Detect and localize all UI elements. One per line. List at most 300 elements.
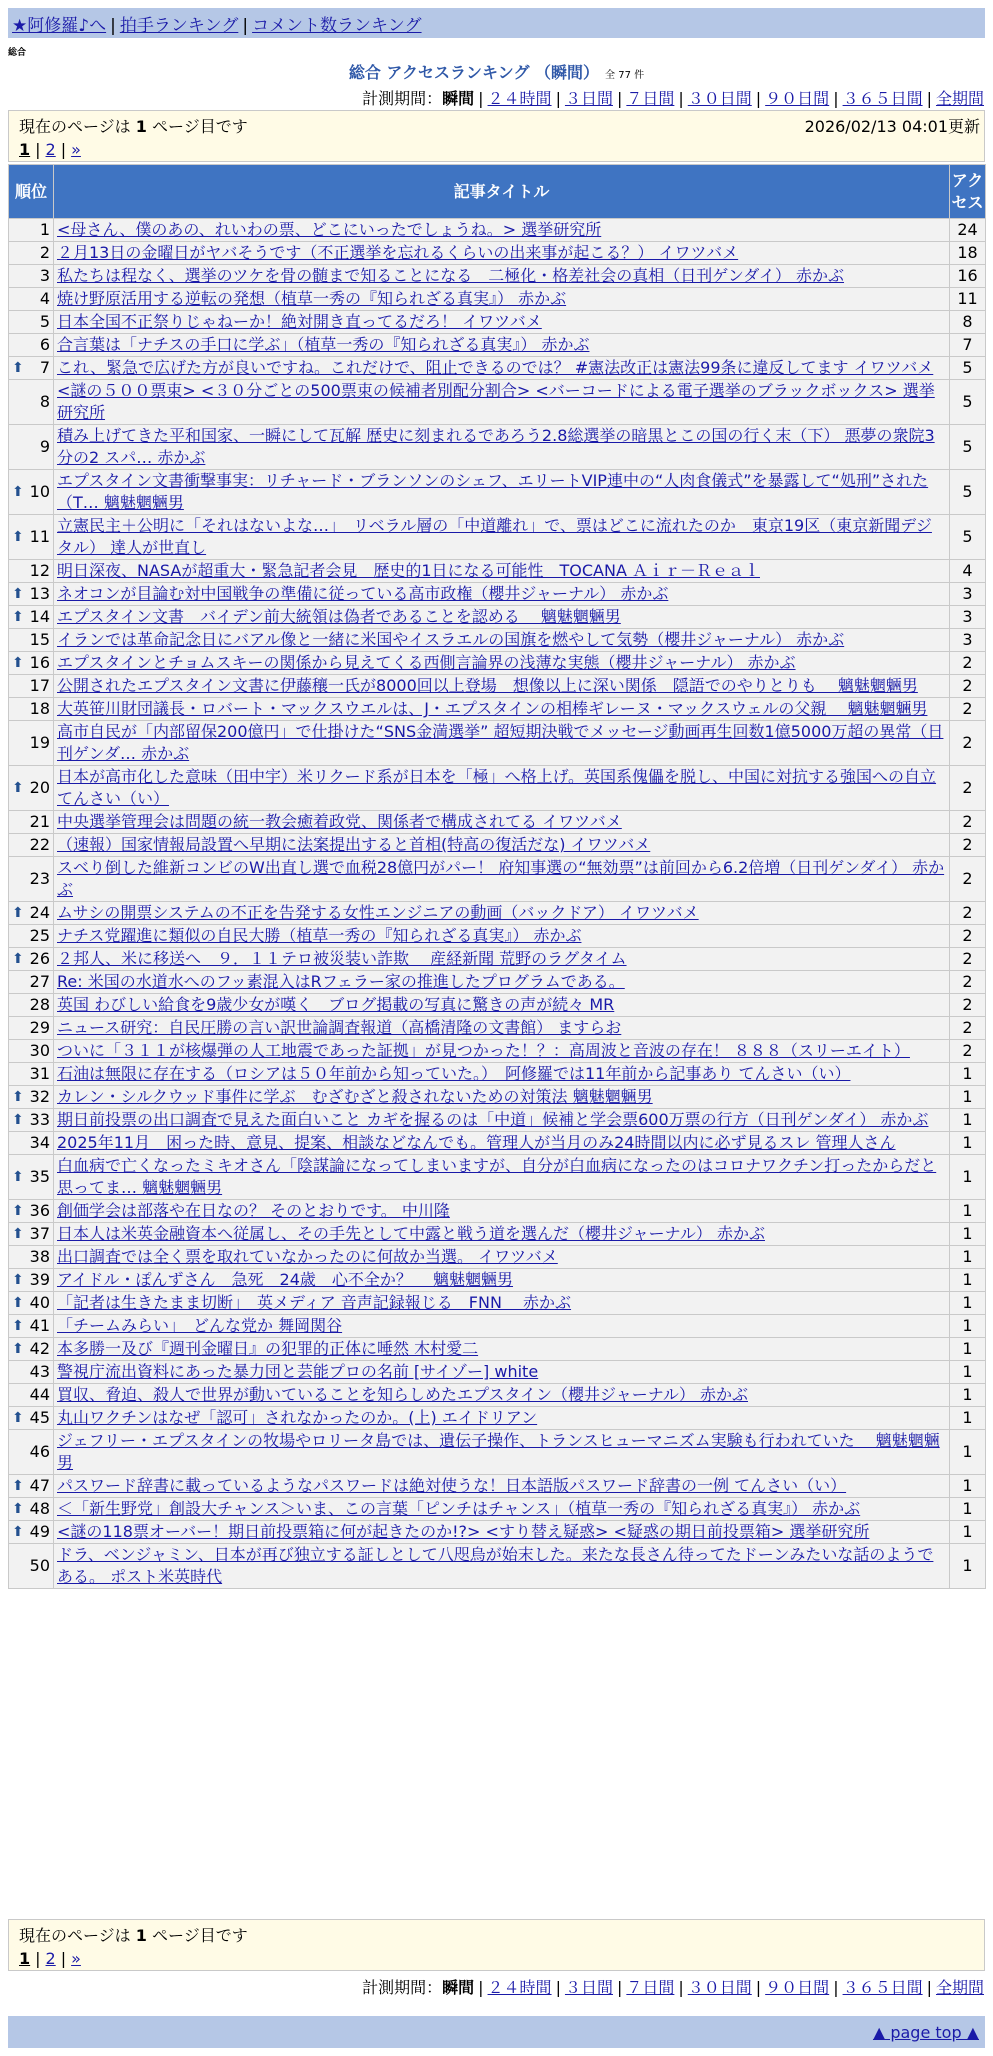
title-column-header: 記事タイトル (54, 165, 950, 219)
up-arrow-icon: ⬆ (12, 1203, 24, 1219)
rank-number: 26 (29, 949, 50, 968)
table-row (9, 515, 986, 560)
rank-cell (9, 1269, 54, 1292)
article-link[interactable]: ムサシの開票システムの不正を告発する女性エンジニアの動画（バックドア） イワツバメ (57, 903, 699, 922)
table-row (9, 1132, 986, 1155)
article-link[interactable]: 石油は無限に存在する（ロシアは５０年前から知っていた。） 阿修羅では11年前から記事あり てんさい（い） (57, 1064, 851, 1083)
total-count: 全 77 件 (605, 70, 645, 81)
access-count: 5 (950, 380, 986, 425)
access-count: 4 (950, 560, 986, 583)
table-row (9, 1063, 986, 1086)
access-count: 2 (950, 948, 986, 971)
access-count: 11 (950, 288, 986, 311)
title-cell (54, 948, 950, 971)
pager-link-2[interactable]: » (71, 140, 81, 159)
access-count: 2 (950, 902, 986, 925)
article-link[interactable]: 焼け野原活用する逆転の発想（植草一秀の『知られざる真実』） 赤かぶ (57, 289, 567, 308)
article-link[interactable]: 警視庁流出資料にあった暴力団と芸能プロの名前 [サイゾー] white (57, 1362, 539, 1381)
rank-cell (9, 1109, 54, 1132)
article-link[interactable]: 買収、脅迫、殺人で世界が動いていることを知らしめたエプスタイン（櫻井ジャーナル） 赤かぶ (57, 1385, 749, 1404)
access-count: 1 (950, 1109, 986, 1132)
period-link-6[interactable]: ３６５日間 (842, 89, 923, 108)
article-link[interactable]: イランでは革命記念日にバアル像と一緒に米国やイスラエルの国旗を燃やして気勢（櫻井ジャーナル） 赤かぶ (57, 630, 845, 649)
rank-number: 2 (39, 243, 50, 262)
table-row (9, 1246, 986, 1269)
rank-number: 21 (29, 812, 50, 831)
title-cell (54, 1200, 950, 1223)
article-link[interactable]: <謎の118票オーバー！期日前投票箱に何が起きたのか!?> <すり替え疑惑> <疑惑の期日前投票箱> 選挙研究所 (57, 1522, 870, 1541)
period-link-1[interactable]: ２４時間 (487, 1978, 552, 1997)
article-link[interactable]: 期日前投票の出口調査で見えた面白いこと カギを握るのは「中道」候補と学会票600万票の行方（日刊ゲンダイ） 赤かぶ (57, 1110, 929, 1129)
title-cell (54, 1246, 950, 1269)
rank-cell (9, 560, 54, 583)
up-arrow-icon: ⬆ (12, 529, 24, 545)
rank-cell (9, 357, 54, 380)
rank-number: 42 (29, 1339, 50, 1358)
page-info-text: 現在のページは 1 ページ目です (19, 1926, 248, 1945)
rank-cell (9, 1246, 54, 1269)
article-link[interactable]: 丸山ワクチンはなぜ「認可」されなかったのか。(上) エイドリアン (57, 1408, 538, 1427)
title-cell (54, 1269, 950, 1292)
table-row (9, 994, 986, 1017)
access-count: 1 (950, 1292, 986, 1315)
title-cell (54, 1407, 950, 1430)
period-separator: | (678, 89, 684, 108)
period-link-7[interactable]: 全期間 (935, 89, 984, 108)
up-arrow-icon: ⬆ (12, 1524, 24, 1540)
rank-cell (9, 1407, 54, 1430)
rank-cell (9, 606, 54, 629)
rank-number: 9 (39, 437, 50, 456)
access-count: 2 (950, 721, 986, 766)
period-link-4[interactable]: ３０日間 (687, 89, 752, 108)
rank-number: 12 (29, 561, 50, 580)
article-link[interactable]: 積み上げてきた平和国家、一瞬にして瓦解 歴史に刻まれるであろう2.8総選挙の暗黒とこの国の行く末（下） 悪夢の衆院3分の2 スパ… 赤かぶ (57, 426, 935, 467)
title-cell (54, 1017, 950, 1040)
up-arrow-icon: ⬆ (12, 1272, 24, 1288)
up-arrow-icon: ⬆ (12, 1089, 24, 1105)
rank-number: 15 (29, 630, 50, 649)
table-row (9, 242, 986, 265)
access-count: 1 (950, 1498, 986, 1521)
title-cell (54, 902, 950, 925)
pager-current-page: 1 (19, 140, 31, 159)
article-link[interactable]: ジェフリー・エプスタインの牧場やロリータ島では、遺伝子操作、トランスヒューマニズム実験も行われていた 魑魅魍魎男 (57, 1431, 940, 1472)
article-link[interactable]: 大英笹川財団議長・ロバート・マックスウエルは、J・エプスタインの相棒ギレーヌ・マックスウェルの父親 魑魅魍魎男 (57, 699, 928, 718)
table-row (9, 357, 986, 380)
title-cell (54, 425, 950, 470)
article-link[interactable]: エプスタインとチョムスキーの関係から見えてくる西側言論界の浅薄な実態（櫻井ジャーナル） 赤かぶ (57, 653, 796, 672)
up-arrow-icon: ⬆ (12, 1112, 24, 1128)
title-cell (54, 1223, 950, 1246)
page-title (0, 60, 993, 83)
title-cell (54, 265, 950, 288)
period-separator: | (616, 1978, 623, 1997)
period-label: 計測期間： (362, 1978, 443, 1997)
rank-number: 25 (29, 926, 50, 945)
rank-number: 44 (29, 1385, 50, 1404)
access-count: 8 (950, 311, 986, 334)
article-link[interactable]: 合言葉は「ナチスの手口に学ぶ」（植草一秀の『知られざる真実』） 赤かぶ (57, 335, 590, 354)
category-label: 総合 (8, 48, 27, 58)
rank-number: 39 (29, 1270, 50, 1289)
access-count: 1 (950, 1338, 986, 1361)
pager-separator: | (60, 1949, 67, 1968)
title-cell (54, 1384, 950, 1407)
rank-cell (9, 288, 54, 311)
rank-cell (9, 629, 54, 652)
table-row (9, 1223, 986, 1246)
table-row (9, 675, 986, 698)
period-separator: | (833, 1978, 839, 1997)
title-cell (54, 652, 950, 675)
rank-cell (9, 265, 54, 288)
access-count: 3 (950, 583, 986, 606)
title-cell (54, 971, 950, 994)
title-cell (54, 629, 950, 652)
article-link[interactable]: ついに「３１１が核爆弾の人工地震であった証拠」が見つかった！？：高周波と音波の存在！ ８８８（スリーエイト） (57, 1041, 910, 1060)
rank-cell (9, 1338, 54, 1361)
rank-cell (9, 219, 54, 242)
table-row (9, 1544, 986, 1589)
title-cell (54, 1430, 950, 1475)
page-title-text: 総合 アクセスランキング （瞬間） (348, 63, 600, 82)
article-link[interactable]: <母さん、僕のあの、れいわの票、どこにいったでしょうね。> 選挙研究所 (57, 220, 602, 239)
rank-cell (9, 1475, 54, 1498)
title-cell (54, 311, 950, 334)
rank-number: 29 (29, 1018, 50, 1037)
article-link[interactable]: 明日深夜、NASAが超重大・緊急記者会見 歴史的1日になる可能性 TOCANA Ａｉｒ－Ｒｅａｌ (57, 561, 760, 580)
rank-cell (9, 675, 54, 698)
title-cell (54, 1315, 950, 1338)
rank-cell (9, 811, 54, 834)
rank-cell (9, 334, 54, 357)
article-link[interactable]: 創価学会は部落や在日なの？ そのとおりです。 中川隆 (57, 1201, 450, 1220)
table-row (9, 1200, 986, 1223)
rank-cell (9, 948, 54, 971)
rank-number: 37 (29, 1224, 50, 1243)
title-cell (54, 811, 950, 834)
title-cell (54, 698, 950, 721)
rank-column-header: 順位 (9, 165, 54, 219)
ranking-table (8, 164, 986, 1589)
title-cell (54, 242, 950, 265)
table-row (9, 219, 986, 242)
period-link-1[interactable]: ２４時間 (487, 89, 552, 108)
rank-cell (9, 902, 54, 925)
table-row (9, 766, 986, 811)
rank-number: 50 (29, 1556, 50, 1575)
nav-separator: | (110, 16, 116, 36)
pager-separator: | (60, 140, 67, 159)
article-link[interactable]: ニュース研究：自民圧勝の言い訳世論調査報道（高橋清隆の文書館） ますらお (57, 1018, 622, 1037)
rank-cell (9, 698, 54, 721)
rank-number: 47 (29, 1476, 50, 1495)
rank-number: 3 (39, 266, 50, 285)
table-row (9, 334, 986, 357)
article-link[interactable]: 高市自民が「内部留保200億円」で仕掛けた“SNS金満選挙” 超短期決戦でメッセージ動画再生回数1億5000万超の異常（日刊ゲンダ… 赤かぶ (57, 722, 944, 763)
period-link-3[interactable]: ７日間 (626, 1978, 675, 1997)
title-cell (54, 766, 950, 811)
access-count: 2 (950, 811, 986, 834)
access-count: 1 (950, 1315, 986, 1338)
rank-number: 45 (29, 1408, 50, 1427)
rank-cell (9, 1292, 54, 1315)
table-row (9, 380, 986, 425)
article-link[interactable]: 2025年11月 困った時、意見、提案、相談などなんでも。管理人が当月のみ24時間以内に必ず見るスレ 管理人さん (57, 1133, 896, 1152)
access-count: 1 (950, 1430, 986, 1475)
title-cell (54, 1521, 950, 1544)
period-separator: | (555, 1978, 561, 1997)
title-cell (54, 560, 950, 583)
access-count: 2 (950, 994, 986, 1017)
up-arrow-icon: ⬆ (12, 1501, 24, 1517)
rank-number: 38 (29, 1247, 50, 1266)
period-separator: | (833, 89, 839, 108)
title-cell (54, 925, 950, 948)
rank-number: 17 (29, 676, 50, 695)
article-link[interactable]: ネオコンが目論む対中国戦争の準備に従っている高市政権（櫻井ジャーナル） 赤かぶ (57, 584, 669, 603)
table-row (9, 857, 986, 902)
period-separator: | (926, 1978, 932, 1997)
period-link-4[interactable]: ３０日間 (687, 1978, 752, 1997)
up-arrow-icon: ⬆ (12, 586, 24, 602)
title-cell (54, 219, 950, 242)
title-cell (54, 1132, 950, 1155)
page-info-top (8, 110, 985, 162)
up-arrow-icon: ⬆ (12, 1226, 24, 1242)
title-cell (54, 1109, 950, 1132)
footer-bar (8, 2016, 985, 2048)
period-selector-top (362, 86, 984, 109)
article-link[interactable]: 本多勝一及び『週刊金曜日』の犯罪的正体に唾然 木村愛二 (57, 1339, 479, 1358)
title-cell (54, 288, 950, 311)
access-count: 1 (950, 1544, 986, 1589)
article-link[interactable]: ナチス党躍進に類似の自民大勝（植草一秀の『知られざる真実』） 赤かぶ (57, 926, 582, 945)
pager-link-2[interactable]: » (71, 1949, 81, 1968)
title-cell (54, 583, 950, 606)
article-link[interactable]: ２邦人、米に移送へ ９．１１テロ被災装い詐欺 産経新聞 荒野のラグタイム (57, 949, 627, 968)
title-cell (54, 994, 950, 1017)
nav-clap-ranking-link[interactable]: 拍手ランキング (119, 16, 239, 36)
period-link-3[interactable]: ７日間 (626, 89, 675, 108)
period-separator: | (478, 89, 484, 108)
access-count: 1 (950, 1246, 986, 1269)
access-count: 1 (950, 1132, 986, 1155)
table-row (9, 1407, 986, 1430)
title-cell (54, 380, 950, 425)
rank-cell (9, 1361, 54, 1384)
rank-cell (9, 1430, 54, 1475)
article-link[interactable]: 「記者は生きたまま切断」 英メディア 音声記録報じる FNN 赤かぶ (57, 1293, 572, 1312)
title-cell (54, 357, 950, 380)
access-count: 3 (950, 606, 986, 629)
table-row (9, 1155, 986, 1200)
article-link[interactable]: これ、緊急で広げた方が良いですね。これだけで、阻止できるのでは？ #憲法改正は憲法99条に違反してます イワツバメ (57, 358, 934, 377)
table-row (9, 1109, 986, 1132)
period-separator: | (678, 1978, 684, 1997)
article-link[interactable]: 日本全国不正祭りじゃねーか！絶対開き直ってるだろ！ イワツバメ (57, 312, 542, 331)
access-count: 3 (950, 629, 986, 652)
rank-number: 20 (29, 778, 50, 797)
table-row (9, 1498, 986, 1521)
table-row (9, 1384, 986, 1407)
rank-number: 43 (29, 1362, 50, 1381)
table-row (9, 948, 986, 971)
article-link[interactable]: Re: 米国の水道水へのフッ素混入はRフェラー家の推進したプログラムである。 (57, 972, 625, 991)
rank-number: 41 (29, 1316, 50, 1335)
access-count: 2 (950, 675, 986, 698)
rank-number: 14 (29, 607, 50, 626)
pager-link-1[interactable]: 2 (45, 1949, 56, 1968)
article-link[interactable]: 中央選挙管理会は問題の統一教会癒着政党、関係者で構成されてる イワツバメ (57, 812, 622, 831)
rank-cell (9, 1155, 54, 1200)
rank-number: 49 (29, 1522, 50, 1541)
rank-number: 36 (29, 1201, 50, 1220)
rank-number: 27 (29, 972, 50, 991)
up-arrow-icon: ⬆ (12, 1478, 24, 1494)
table-row (9, 629, 986, 652)
article-link[interactable]: ２月13日の金曜日がヤバそうです（不正選挙を忘れるくらいの出来事が起こる？） イワツバメ (57, 243, 739, 262)
up-arrow-icon: ⬆ (12, 1295, 24, 1311)
table-row (9, 698, 986, 721)
rank-cell (9, 1200, 54, 1223)
rank-cell (9, 1132, 54, 1155)
article-link[interactable]: パスワード辞書に載っているようなパスワードは絶対使うな！日本語版パスワード辞書の一例 てんさい（い） (57, 1476, 847, 1495)
access-count: 24 (950, 219, 986, 242)
title-cell (54, 1544, 950, 1589)
nav-home-link[interactable]: ★阿修羅♪へ (12, 16, 107, 36)
title-cell (54, 334, 950, 357)
rank-number: 5 (39, 312, 50, 331)
table-row (9, 1338, 986, 1361)
article-link[interactable]: （速報）国家情報局設置へ早期に法案提出すると首相(特高の復活だな) イワツバメ (57, 835, 651, 854)
article-link[interactable]: アイドル・ぽんずさん 急死 24歳 心不全か？ 魑魅魍魎男 (57, 1270, 514, 1289)
title-cell (54, 721, 950, 766)
rank-number: 48 (29, 1499, 50, 1518)
rank-number: 13 (29, 584, 50, 603)
up-arrow-icon: ⬆ (12, 905, 24, 921)
table-row (9, 1315, 986, 1338)
title-cell (54, 1292, 950, 1315)
rank-number: 40 (29, 1293, 50, 1312)
up-arrow-icon: ⬆ (12, 360, 24, 376)
access-count: 2 (950, 857, 986, 902)
article-link[interactable]: 「チームみらい」 どんな党か 舞岡関谷 (57, 1316, 343, 1335)
rank-cell (9, 971, 54, 994)
access-count: 16 (950, 265, 986, 288)
article-link[interactable]: 英国 わびしい給食を9歳少女が嘆く ブログ掲載の写真に驚きの声が続々 MR (57, 995, 615, 1014)
title-cell (54, 1338, 950, 1361)
article-link[interactable]: 立憲民主＋公明に「それはないよな…」 リベラル層の「中道離れ」で、票はどこに流れたのか 東京19区（東京新聞デジタル） 達人が世直し (57, 516, 932, 557)
title-cell (54, 1498, 950, 1521)
period-link-2[interactable]: ３日間 (564, 89, 613, 108)
rank-cell (9, 1521, 54, 1544)
table-row (9, 1086, 986, 1109)
title-cell (54, 1086, 950, 1109)
rank-cell (9, 766, 54, 811)
article-link[interactable]: カレン・シルクウッド事件に学ぶ むざむざと殺されないための対策法 魑魅魍魎男 (57, 1087, 653, 1106)
period-link-5[interactable]: ９０日間 (765, 1978, 830, 1997)
table-row (9, 1475, 986, 1498)
nav-comment-ranking-link[interactable]: コメント数ランキング (252, 16, 422, 36)
up-arrow-icon: ⬆ (12, 1410, 24, 1426)
pager-link-1[interactable]: 2 (45, 140, 56, 159)
article-link[interactable]: ドラ、ベンジャミン、日本が再び独立する証しとして八咫烏が始末した。来たな長さん待ってたドーンみたいな話のようである。 ポスト米英時代 (57, 1545, 934, 1586)
article-link[interactable]: スベり倒した維新コンビのW出直し選で血税28億円がパー！ 府知事選の“無効票”は前回から6.2倍増（日刊ゲンダイ） 赤かぶ (57, 858, 945, 899)
period-current: 瞬間 (442, 1978, 475, 1997)
rank-number: 28 (29, 995, 50, 1014)
rank-number: 8 (39, 392, 50, 411)
table-row (9, 1017, 986, 1040)
article-link[interactable]: 白血病で亡くなったミキオさん「陰謀論になってしまいますが、自分が白血病になったのはコロナワクチン打ったからだと思ってま… 魑魅魍魎男 (57, 1156, 937, 1197)
article-link[interactable]: 公開されたエプスタイン文書に伊藤穰一氏が8000回以上登場 想像以上に深い関係 隠語でのやりとりも 魑魅魍魎男 (57, 676, 918, 695)
period-selector-bottom (362, 1975, 984, 1998)
rank-number: 16 (29, 653, 50, 672)
title-cell (54, 1063, 950, 1086)
access-count: 5 (950, 357, 986, 380)
rank-number: 11 (29, 527, 50, 546)
table-row (9, 834, 986, 857)
access-count: 1 (950, 1063, 986, 1086)
up-arrow-icon: ⬆ (12, 1318, 24, 1334)
article-link[interactable]: 出口調査では全く票を取れていなかったのに何故か当選。 イワツバメ (57, 1247, 558, 1266)
rank-cell (9, 1223, 54, 1246)
period-link-6[interactable]: ３６５日間 (842, 1978, 923, 1997)
rank-number: 32 (29, 1087, 50, 1106)
period-separator: | (616, 89, 623, 108)
rank-cell (9, 721, 54, 766)
title-cell (54, 1155, 950, 1200)
table-row (9, 1521, 986, 1544)
access-count: 1 (950, 1475, 986, 1498)
title-cell (54, 834, 950, 857)
article-link[interactable]: 私たちは程なく、選挙のツケを骨の髄まで知ることになる 二極化・格差社会の真相（日刊ゲンダイ） 赤かぶ (57, 266, 845, 285)
article-link[interactable]: ＜「新生野党」創設大チャンス＞いま、この言葉「ピンチはチャンス」（植草一秀の『知られざる真実』） 赤かぶ (57, 1499, 861, 1518)
rank-cell (9, 652, 54, 675)
pager-top (19, 140, 974, 159)
period-link-2[interactable]: ３日間 (564, 1978, 613, 1997)
period-link-5[interactable]: ９０日間 (765, 89, 830, 108)
table-row (9, 721, 986, 766)
period-separator: | (926, 89, 932, 108)
table-row (9, 560, 986, 583)
ranking-table-body (9, 219, 986, 1589)
rank-number: 30 (29, 1041, 50, 1060)
access-count: 5 (950, 470, 986, 515)
article-link[interactable]: エプスタイン文書衝撃事実：リチャード・ブランソンのシェフ、エリートVIP連中の“人肉食儀式”を暴露して“処刑”された（T… 魑魅魍魎男 (57, 471, 929, 512)
article-link[interactable]: 日本人は米英金融資本へ従属し、その手先として中露と戦う道を選んだ（櫻井ジャーナル） 赤かぶ (57, 1224, 765, 1243)
access-count: 5 (950, 515, 986, 560)
article-link[interactable]: <謎の５００票束> <３０分ごとの500票束の候補者別配分割合> <バーコードによる電子選挙のブラックボックス> 選挙研究所 (57, 381, 935, 422)
nav-separator: | (242, 16, 249, 36)
access-count: 2 (950, 925, 986, 948)
rank-number: 1 (39, 220, 50, 239)
up-arrow-icon: ⬆ (12, 951, 24, 967)
page-top-link[interactable]: ▲ page top ▲ (872, 2023, 979, 2042)
article-link[interactable]: エプスタイン文書 バイデン前大統領は偽者であることを認める 魑魅魍魎男 (57, 607, 621, 626)
title-cell (54, 675, 950, 698)
table-row (9, 925, 986, 948)
title-cell (54, 1361, 950, 1384)
access-count: 1 (950, 1407, 986, 1430)
period-link-7[interactable]: 全期間 (935, 1978, 984, 1997)
table-row (9, 583, 986, 606)
up-arrow-icon: ⬆ (12, 609, 24, 625)
article-link[interactable]: 日本が高市化した意味（田中宇）米リクード系が日本を「極」へ格上げ。英国系傀儡を脱し、中国に対抗する強国への自立 てんさい（い） (57, 767, 937, 808)
title-cell (54, 1040, 950, 1063)
page-info-text: 現在のページは 1 ページ目です (19, 117, 248, 136)
